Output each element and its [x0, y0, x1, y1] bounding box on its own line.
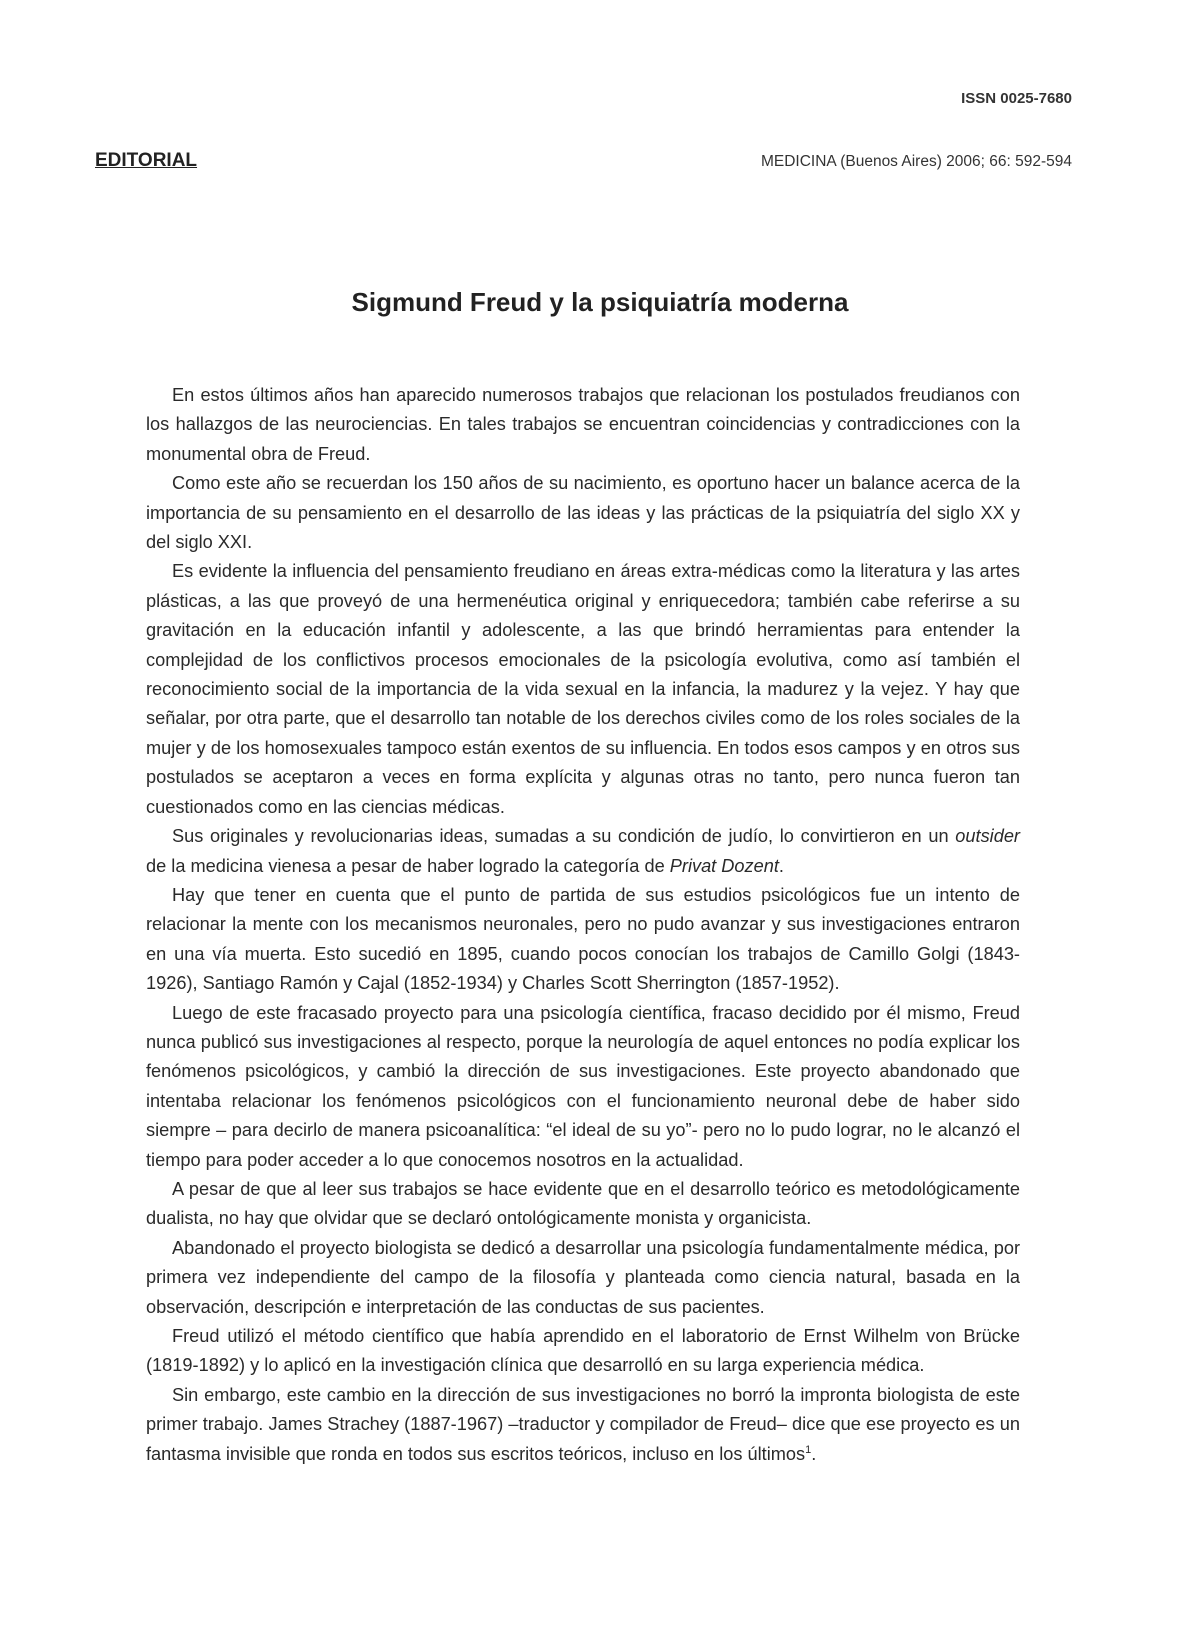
journal-citation: MEDICINA (Buenos Aires) 2006; 66: 592-594: [760, 153, 1072, 170]
issn-number: ISSN 0025-7680: [961, 90, 1072, 107]
paragraph-5: Hay que tener en cuenta que el punto de partida de sus estudios psicológicos fue un intento de relacionar la mente con los mecanismos neuronales, pero no pudo avanzar y sus investigaciones entraron en una vía muerta. Esto sucedió en 1895, cuando pocos conocían los trabajos de Camillo Golgi (1843-1926), Santiago Ramón y Cajal (1852-1934) y Charles Scott Sherrington (1857-1952).: [146, 884, 1020, 994]
footnote-ref: 1: [805, 1443, 812, 1456]
article-title: Sigmund Freud y la psiquiatría moderna: [351, 287, 849, 317]
paragraph-6: Luego de este fracasado proyecto para una psicología científica, fracaso decidido por él mismo, Freud nunca publicó sus investigaciones al respecto, porque la neurología de aquel entonces no podía explicar los fenómenos psicológicos, y cambió la dirección de sus investigaciones. Este proyecto abandonado que intentaba relacionar los fenómenos psicológicos con el funcionamiento neuronal debe de haber sido siempre – para decirlo de manera psicoanalítica: “el ideal de su yo”- pero no lo pudo lograr, no le alcanzó el tiempo para poder acceder a lo que conocemos nosotros en la actualidad.: [146, 1002, 1020, 1170]
paragraph-4-italic-term: outsider: [955, 826, 1020, 847]
paragraph-8: Abandonado el proyecto biologista se dedicó a desarrollar una psicología fundamentalmente médica, por primera vez independiente del campo de la filosofía y planteada como ciencia natural, basada en la observación, descripción e interpretación de las conductas de sus pacientes.: [146, 1237, 1020, 1317]
paragraph-1: En estos últimos años han aparecido numerosos trabajos que relacionan los postulados freudianos con los hallazgos de las neurociencias. En tales trabajos se encuentran coincidencias y contradicciones con la monumental obra de Freud.: [146, 385, 1020, 464]
paragraph-4-text: Sus originales y revolucionarias ideas, sumadas a su condición de judío, lo convirtieron en un: [172, 826, 956, 847]
paragraph-4: [146, 822, 1020, 881]
paragraph-7: A pesar de que al leer sus trabajos se hace evidente que en el desarrollo teórico es metodológicamente dualista, no hay que olvidar que se declaró ontológicamente monista y organicista.: [146, 1178, 1020, 1229]
paragraph-9: Freud utilizó el método científico que había aprendido en el laboratorio de Ernst Wilhelm von Brücke (1819-1892) y lo aplicó en la investigación clínica que desarrolló en su larga experiencia médica.: [146, 1326, 1020, 1376]
paragraph-3: Es evidente la influencia del pensamiento freudiano en áreas extra-médicas como la literatura y las artes plásticas, a las que proveyó de una hermenéutica original y enriquecedora; también cabe referirse a su gravitación en la educación infantil y adolescente, a las que brindó herramientas para entender la complejidad de los conflictivos procesos emocionales de la psicología evolutiva, como así también el reconocimiento social de la importancia de la vida sexual en la infancia, la madurez y la vejez. Y hay que señalar, por otra parte, que el desarrollo tan notable de los derechos civiles como de los roles sociales de la mujer y de los homosexuales tampoco están exentos de su influencia. En todos esos campos y en otros sus postulados se aceptaron a veces en forma explícita y algunas otras no tanto, pero nunca fueron tan cuestionados como en las ciencias médicas.: [146, 561, 1020, 817]
paragraph-4-text: de la medicina vienesa a pesar de haber logrado la categoría de: [146, 855, 670, 876]
paragraph-10-text: Sin embargo, este cambio en la dirección de sus investigaciones no borró la impronta biologista de este primer trabajo. James Strachey (1887-1967) –traductor y compilador de Freud– dice que ese proyecto es un fantasma invisible que ronda en todos sus escritos teóricos, incluso en los últimos: [146, 1384, 1020, 1464]
paragraph-4-text: .: [778, 855, 784, 876]
paragraph-4-italic-term: Privat Dozent: [669, 855, 779, 876]
paragraph-10: [146, 1381, 1020, 1469]
section-label: EDITORIAL: [95, 150, 198, 171]
paragraph-10-text: .: [811, 1443, 817, 1464]
paragraph-2: Como este año se recuerdan los 150 años de su nacimiento, es oportuno hacer un balance acerca de la importancia de su pensamiento en el desarrollo de las ideas y las prácticas de la psiquiatría del siglo XX y del siglo XXI.: [146, 473, 1020, 553]
article-body: [146, 381, 1020, 1469]
